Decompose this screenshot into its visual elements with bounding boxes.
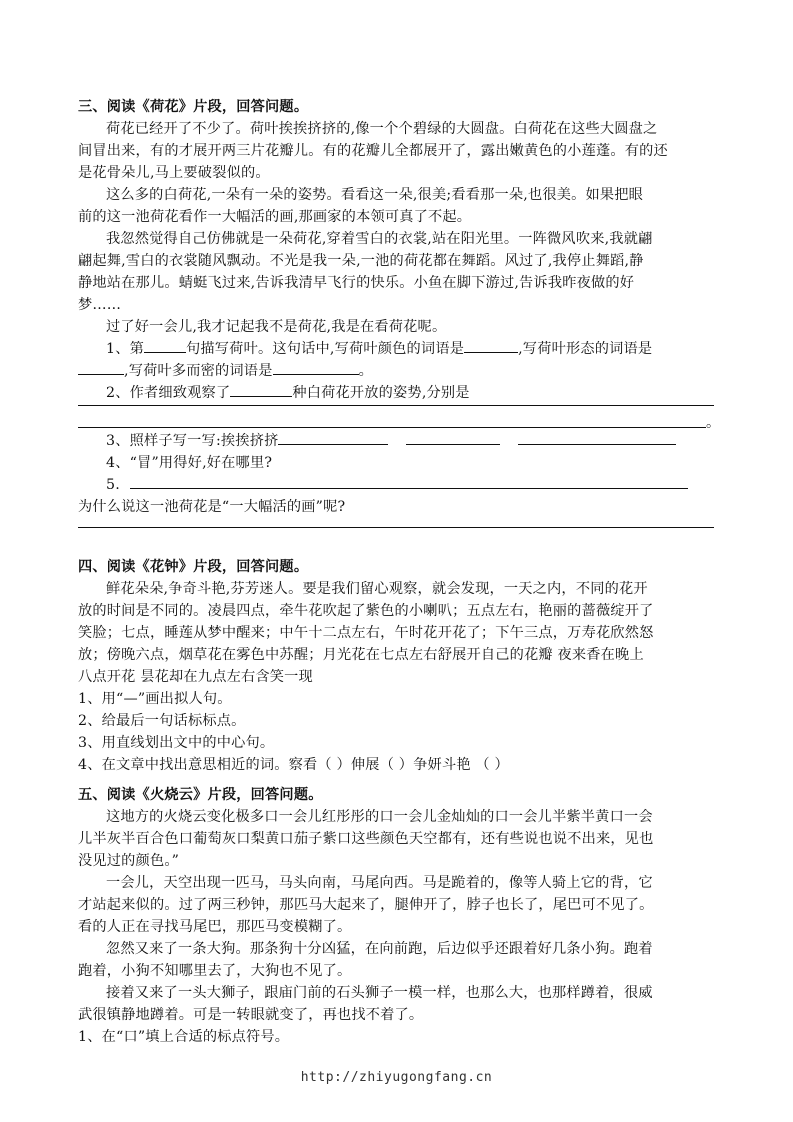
section3-question-1-cont <box>78 360 373 382</box>
answer-blank[interactable] <box>230 382 292 397</box>
section3-para-line: 梦…… <box>78 297 122 313</box>
section5-heading: 五、阅读《火烧云》片段，回答问题。 <box>78 787 323 803</box>
question-text: 3、照样子写一写:挨挨挤挤 <box>106 433 279 449</box>
section3-para-line: 间冒出来，有的才展开两三片花瓣儿。有的花瓣儿全都展开了，露出嫩黄色的小莲蓬。有的还 <box>78 143 668 159</box>
section3-question-5-text: 为什么说这一池荷花是“一大幅活的画”呢? <box>78 499 346 515</box>
section5-question-1: 1、在“口”填上合适的标点符号。 <box>78 1029 290 1045</box>
section4-question-2: 2、给最后一句话标标点。 <box>78 713 246 729</box>
section3-question-3 <box>106 430 676 452</box>
answer-line[interactable] <box>78 427 706 428</box>
section4-question-4: 4、在文章中找出意思相近的词。察看（ ）伸展（ ）争妍斗艳 （ ） <box>78 757 509 773</box>
answer-blank[interactable] <box>518 430 676 445</box>
question-end-mark: 。 <box>706 415 721 431</box>
answer-line[interactable] <box>78 405 714 406</box>
section5-para-line: 看的人正在寻找马尾巴，那匹马变模糊了。 <box>78 919 352 935</box>
section5-para-line: 没见过的颜色。” <box>78 853 180 869</box>
section5-para-line: 才站起来似的。过了两三秒钟，那匹马大起来了，腿伸开了，脖子也长了，尾巴可不见了。 <box>78 897 654 913</box>
section5-para-line: 接着又来了一头大狮子，跟庙门前的石头狮子一模一样，也那么大，也那样蹲着，很威 <box>106 985 653 1001</box>
section3-question-1 <box>106 338 652 360</box>
section3-para-line: 这么多的白荷花,一朵有一朵的姿势。看看这一朵,很美;看看那一朵,也很美。如果把眼 <box>106 187 644 203</box>
question-text: ,写荷叶形态的词语是 <box>518 341 653 357</box>
answer-line[interactable] <box>78 527 714 528</box>
section3-question-2 <box>106 382 470 404</box>
section3-question-4: 4、“冒”用得好,好在哪里? <box>106 455 273 471</box>
question-text: 5. <box>106 477 120 493</box>
question-text: 种白荷花开放的姿势,分别是 <box>292 385 470 401</box>
answer-blank[interactable] <box>273 360 359 375</box>
answer-blank[interactable] <box>78 360 124 375</box>
section5-para-line: 跑着，小狗不知哪里去了，大狗也不见了。 <box>78 963 352 979</box>
section4-para-line: 八点开花 昙花却在九点左右含笑一现 <box>78 669 313 685</box>
answer-blank[interactable] <box>464 338 518 353</box>
answer-blank[interactable] <box>278 430 388 445</box>
question-text: ,写荷叶多而密的词语是 <box>124 363 273 379</box>
answer-blank[interactable] <box>406 430 500 445</box>
question-text: 句描写荷叶。这句话中,写荷叶颜色的词语是 <box>186 341 465 357</box>
section3-para-line: 荷花已经开了不少了。荷叶挨挨挤挤的,像一个个碧绿的大圆盘。白荷花在这些大圆盘之 <box>106 121 658 137</box>
section5-para-line: 一会儿，天空出现一匹马，马头向南，马尾向西。马是跪着的，像等人骑上它的背，它 <box>106 875 653 891</box>
section5-para-line: 忽然又来了一条大狗。那条狗十分凶猛，在向前跑，后边似乎还跟着好几条小狗。跑着 <box>106 941 653 957</box>
answer-blank[interactable] <box>144 338 186 353</box>
section3-para-line: 是花骨朵儿,马上要破裂似的。 <box>78 165 270 181</box>
section4-para-line: 放的时间是不同的。凌晨四点，牵牛花吹起了紫色的小喇叭；五点左右，艳丽的蔷薇绽开了 <box>78 603 654 619</box>
section3-para-line: 我忽然觉得自己仿佛就是一朵荷花,穿着雪白的衣裳,站在阳光里。一阵微风吹来,我就翩 <box>106 231 653 247</box>
section4-para-line: 笑脸；七点，睡莲从梦中醒来；中午十二点左右，午时花开花了；下午三点，万寿花欣然怒 <box>78 625 654 641</box>
section4-para-line: 鲜花朵朵,争奇斗艳,芬芳迷人。要是我们留心观察，就会发现，一天之内，不同的花开 <box>106 581 648 597</box>
section3-para-line: 翩起舞,雪白的衣裳随风飘动。不光是我一朵,一池的荷花都在舞蹈。风过了,我停止舞蹈,静 <box>78 253 644 269</box>
section3-question-5 <box>106 474 688 496</box>
section5-para-line: 武很镇静地蹲着。可是一转眼就变了，再也找不着了。 <box>78 1007 424 1023</box>
section3-heading: 三、阅读《荷花》片段，回答问题。 <box>78 99 309 115</box>
footer-url: http://zhiyugongfang.cn <box>300 1070 493 1085</box>
question-text: 1、第 <box>106 341 145 357</box>
section4-question-3: 3、用直线划出文中的中心句。 <box>78 735 275 751</box>
question-text: 。 <box>358 363 373 379</box>
question-text: 2、作者细致观察了 <box>106 385 231 401</box>
answer-blank[interactable] <box>130 474 688 489</box>
section3-para-line: 静地站在那儿。蜻蜓飞过来,告诉我清早飞行的快乐。小鱼在脚下游过,告诉我昨夜做的好 <box>78 275 635 291</box>
section3-para-line: 过了好一会儿,我才记起我不是荷花,我是在看荷花呢。 <box>106 319 447 335</box>
section3-para-line: 前的这一池荷花看作一大幅活的画,那画家的本领可真了不起。 <box>78 209 472 225</box>
section5-para-line: 儿半灰半百合色口葡萄灰口梨黄口茄子紫口这些颜色天空都有，还有些说也说不出来，见也 <box>78 831 654 847</box>
section4-question-1: 1、用“—”画出拟人句。 <box>78 691 232 707</box>
section5-para-line: 这地方的火烧云变化极多口一会儿红彤彤的口一会儿金灿灿的口一会儿半紫半黄口一会 <box>106 809 653 825</box>
section4-para-line: 放；傍晚六点，烟草花在雾色中苏醒；月光花在七点左右舒展开自己的花瓣 夜来香在晚上 <box>78 647 644 663</box>
section4-heading: 四、阅读《花钟》片段，回答问题。 <box>78 559 309 575</box>
